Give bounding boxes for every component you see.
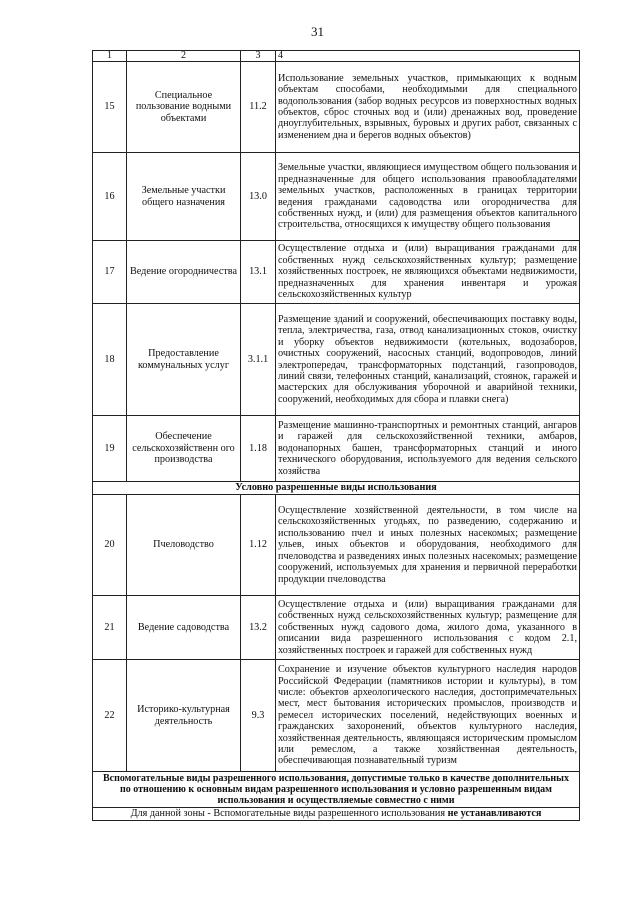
- row-number: 17: [93, 241, 127, 304]
- row-code: 9.3: [241, 660, 276, 772]
- table-row: [93, 596, 580, 660]
- row-name: Историко-культурная деятельность: [127, 660, 241, 772]
- row-name: Ведение огородничества: [127, 241, 241, 304]
- auxiliary-note-emphasis: не устанавливаются: [447, 808, 542, 819]
- row-name: Земельные участки общего назначения: [127, 153, 241, 241]
- row-code: 1.12: [241, 495, 276, 596]
- row-code: 3.1.1: [241, 304, 276, 416]
- table-row: [93, 660, 580, 772]
- header-col-1: 1: [93, 51, 127, 62]
- auxiliary-note: [93, 808, 580, 821]
- row-name: Ведение садоводства: [127, 596, 241, 660]
- row-description: Земельные участки, являющиеся имуществом общего пользования и предназначенные для общего использования правообладателями земельных участков, расположенных в границах территории ведения гражданами садоводства или огородничества для собственных нужд, и (или) для размещения объектов капитального строительства, относящихся к имуществу общего пользования: [276, 153, 580, 241]
- table-row: [93, 153, 580, 241]
- row-number: 16: [93, 153, 127, 241]
- page-number: 31: [311, 24, 324, 39]
- row-name: Пчеловодство: [127, 495, 241, 596]
- section-heading-row: [93, 482, 580, 495]
- row-name: Предоставление коммунальных услуг: [127, 304, 241, 416]
- header-col-3: 3: [241, 51, 276, 62]
- table-header-row: [93, 51, 580, 62]
- row-name: Специальное пользование водными объектами: [127, 62, 241, 153]
- row-code: 13.1: [241, 241, 276, 304]
- table-row: [93, 62, 580, 153]
- row-description: Сохранение и изучение объектов культурного наследия народов Российской Федерации (памятников истории и культуры), в том числе: объектов археологического наследия, достопримечательных мест, мест бытования исторических промыслов, производств и ремесел исторических поселений, недействующих военных и гражданских захоронений, объектов культурного наследия, хозяйственная деятельность, являющаяся историческим промыслом или ремеслом, а также хозяйственная деятельность, обеспечивающая познавательный туризм: [276, 660, 580, 772]
- auxiliary-note-prefix: Для данной зоны - Вспомогательные виды разрешенного использования: [130, 808, 448, 819]
- row-name: Обеспечение сельскохозяйственн ого производства: [127, 416, 241, 482]
- header-col-4: 4: [276, 51, 580, 62]
- table-row: [93, 495, 580, 596]
- row-number: 19: [93, 416, 127, 482]
- row-number: 22: [93, 660, 127, 772]
- row-description: Осуществление хозяйственной деятельности, в том числе на сельскохозяйственных угодьях, по разведению, содержанию и использованию пчел и иных полезных насекомых; размещение ульев, иных объектов и оборудования, необходимого для пчеловодства и разведениях иных полезных насекомых; размещение сооружений, используемых для хранения и первичной переработки продукции пчеловодства: [276, 495, 580, 596]
- row-description: Размещение машинно-транспортных и ремонтных станций, ангаров и гаражей для сельскохозяйственной техники, амбаров, водонапорных башен, трансформаторных станций и иного технического оборудования, используемого для ведения сельского хозяйства: [276, 416, 580, 482]
- header-col-2: 2: [127, 51, 241, 62]
- row-number: 20: [93, 495, 127, 596]
- row-code: 13.2: [241, 596, 276, 660]
- table-row: [93, 304, 580, 416]
- row-code: 11.2: [241, 62, 276, 153]
- row-number: 21: [93, 596, 127, 660]
- row-description: Осуществление отдыха и (или) выращивания гражданами для собственных нужд сельскохозяйственных культур; размещение хозяйственных построек, не являющихся объектами недвижимости, предназначенных для хранения инвентаря и урожая сельскохозяйственных культур: [276, 241, 580, 304]
- table-row: [93, 241, 580, 304]
- auxiliary-note-row: [93, 808, 580, 821]
- section-heading-conditional: Условно разрешенные виды использования: [93, 482, 580, 495]
- row-description: Осуществление отдыха и (или) выращивания гражданами для собственных нужд сельскохозяйственных культур; размещение для собственных нужд садового дома, жилого дома, указанного в описании вида разрешенного использования с кодом 2.1, хозяйственных построек и гаражей для собственных нужд: [276, 596, 580, 660]
- row-number: 15: [93, 62, 127, 153]
- row-description: Размещение зданий и сооружений, обеспечивающих поставку воды, тепла, электричества, газа, отвод канализационных стоков, очистку и уборку объектов недвижимости (котельных, водозаборов, очистных сооружений, насосных станций, водопроводов, линий электропередач, трансформаторных подстанций, газопроводов, линий связи, телефонных станций, канализаций, стоянок, гаражей и мастерских для обслуживания уборочной и аварийной техники, сооружений, необходимых для сбора и плавки снега): [276, 304, 580, 416]
- section-heading-row: [93, 772, 580, 808]
- row-description: Использование земельных участков, примыкающих к водным объектам способами, необходимыми для специального водопользования (забор водных ресурсов из поверхностных водных объектов, сброс сточных вод и (или) дренажных вод, проведение дноуглубительных, взрывных, буровых и других работ, связанных с изменением дна и берегов водных объектов): [276, 62, 580, 153]
- land-use-table: [92, 50, 580, 821]
- row-code: 13.0: [241, 153, 276, 241]
- row-number: 18: [93, 304, 127, 416]
- row-code: 1.18: [241, 416, 276, 482]
- table-row: [93, 416, 580, 482]
- section-heading-auxiliary: Вспомогательные виды разрешенного использования, допустимые только в качестве дополнительных по отношению к основным видам разрешенного использования и условно разрешенным видам использования и осуществляемые совместно с ними: [93, 772, 580, 808]
